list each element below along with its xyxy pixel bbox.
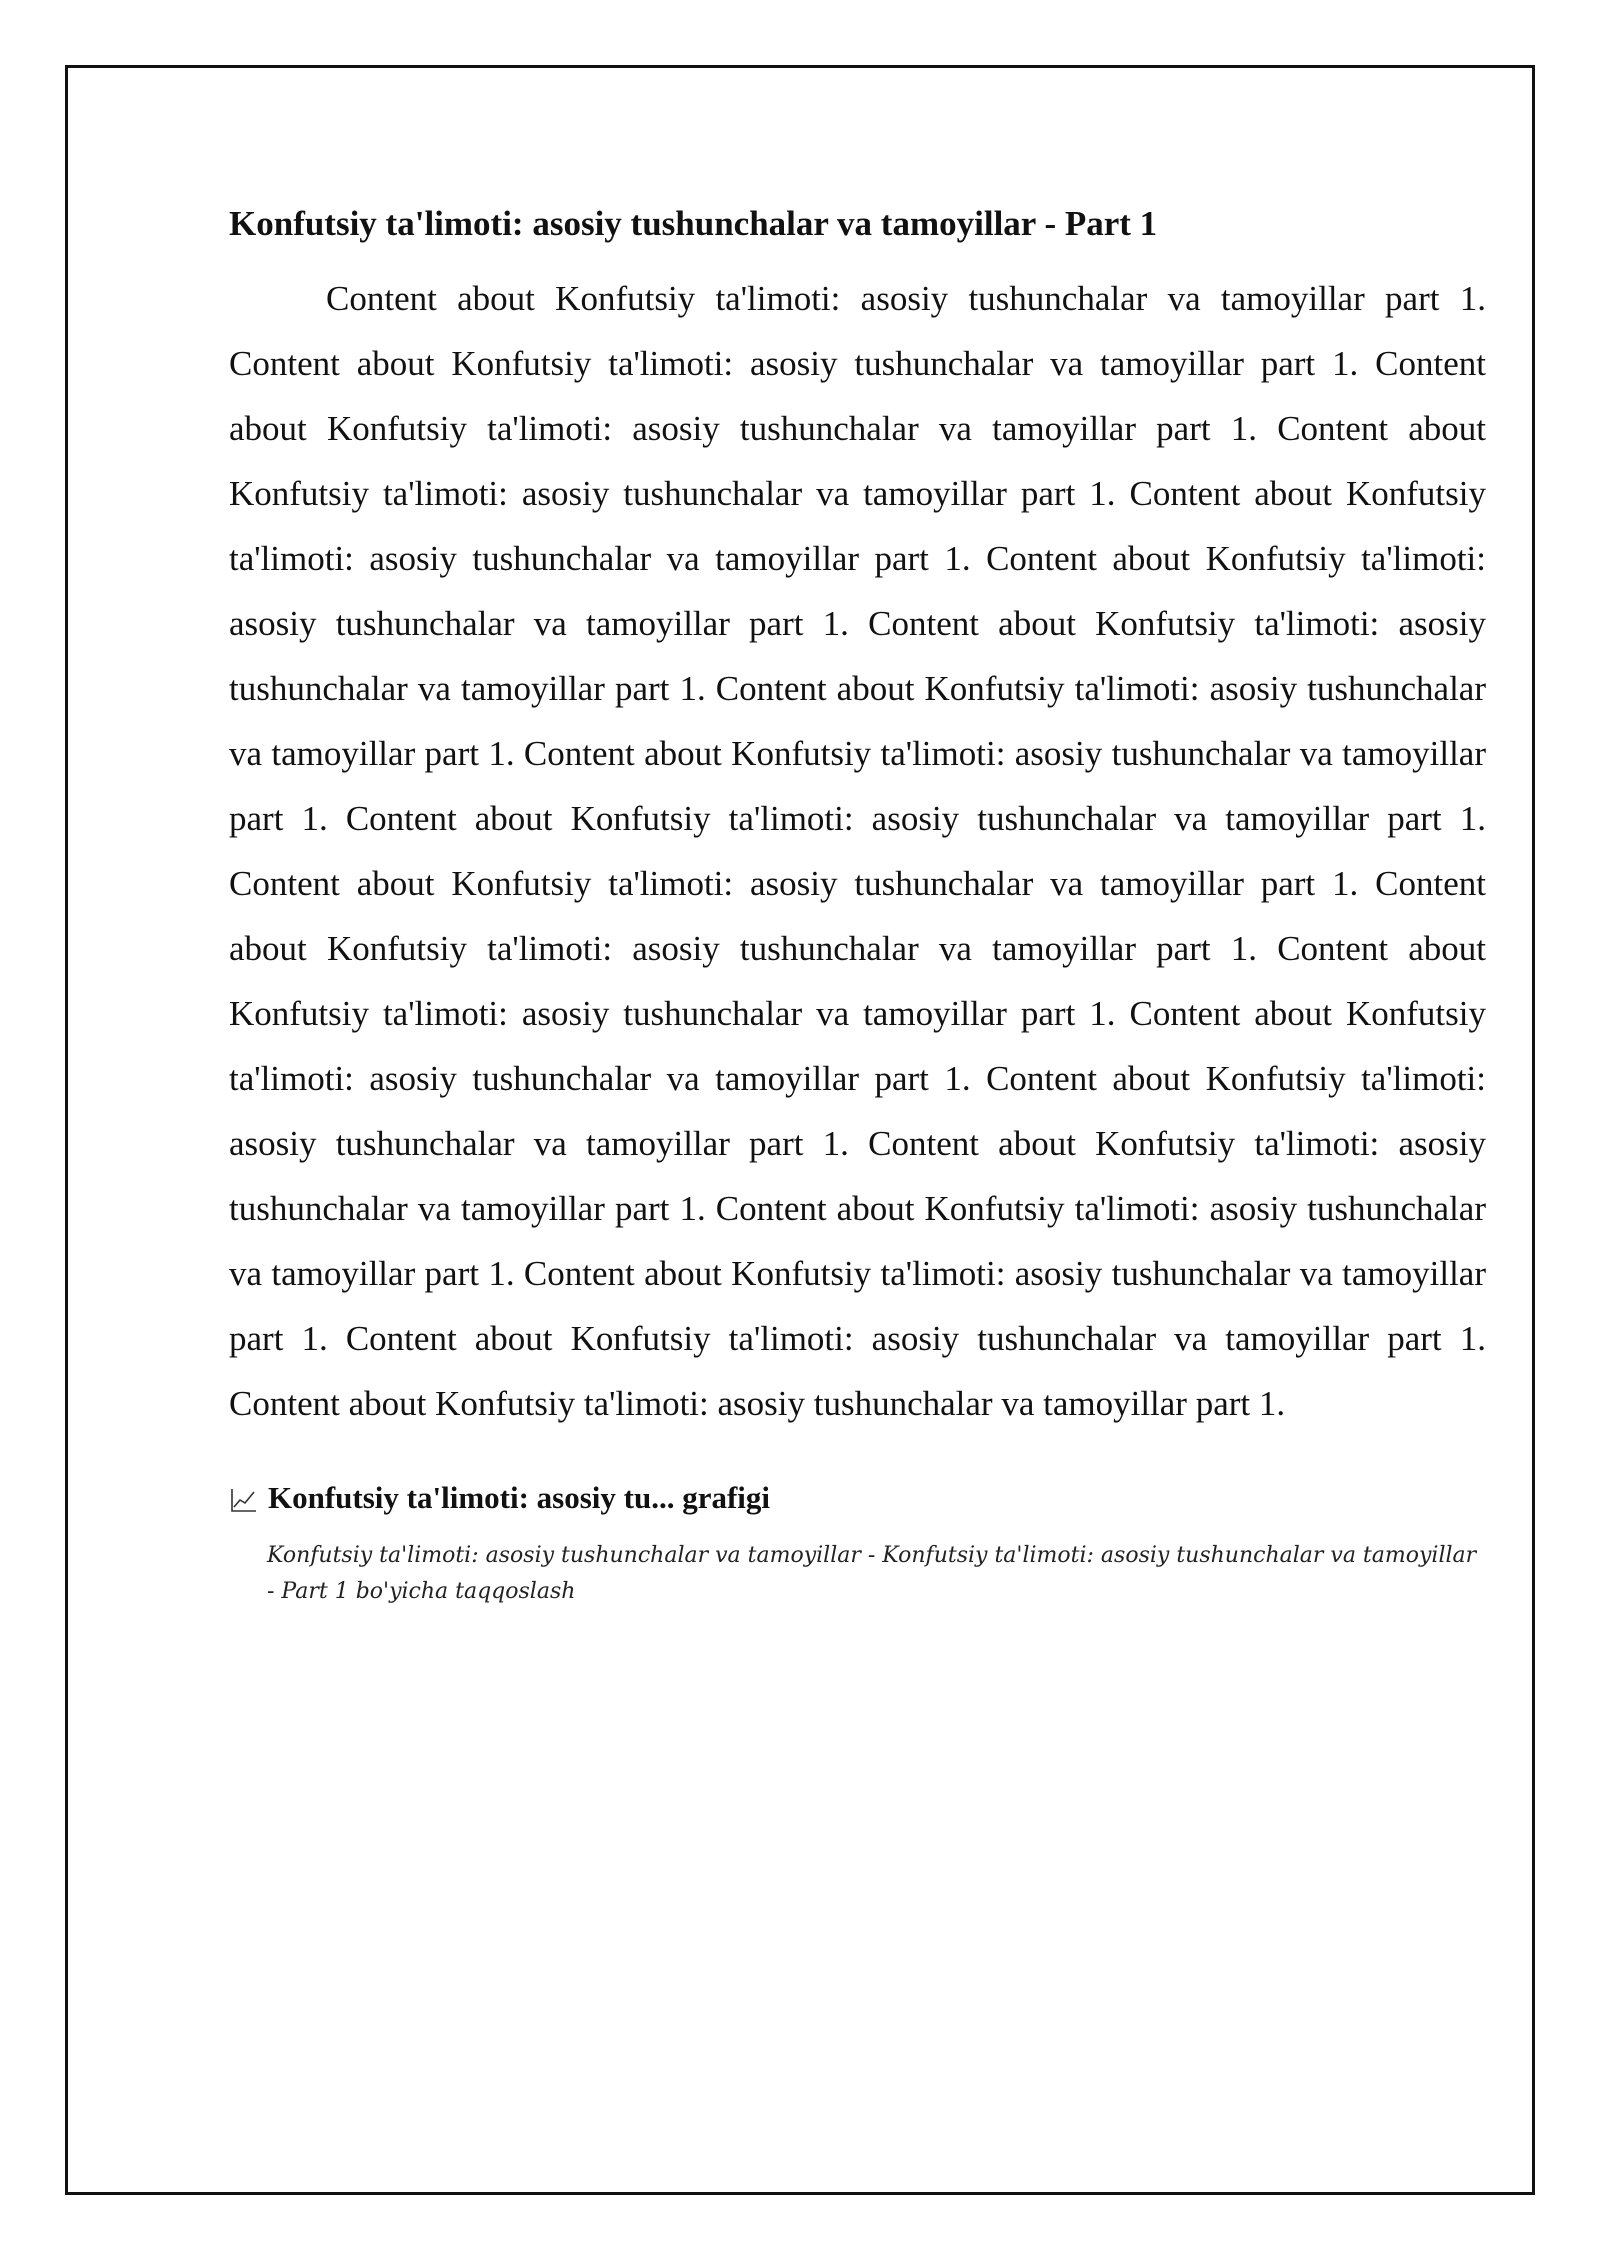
document-title: Konfutsiy ta'limoti: asosiy tushunchalar va tamoyillar - Part 1	[229, 204, 1158, 243]
chart-heading: Konfutsiy ta'limoti: asosiy tu... grafigi	[268, 1480, 771, 1515]
chart-section	[229, 1476, 1486, 1610]
chart-caption: Konfutsiy ta'limoti: asosiy tushunchalar va tamoyillar - Konfutsiy ta'limoti: asosiy tushunchalar va tamoyillar - Part 1 bo'yicha taqqoslash	[267, 1543, 1477, 1604]
body-paragraph: Content about Konfutsiy ta'limoti: asosiy tushunchalar va tamoyillar part 1. Content about Konfutsiy ta'limoti: asosiy tushunchalar va tamoyillar part 1. Content about Konfutsiy ta'limoti: asosiy tushunchalar va tamoyillar part 1. Content about Konfutsiy ta'limoti: asosiy tushunchalar va tamoyillar part 1. Content about Konfutsiy ta'limoti: asosiy tushunchalar va tamoyillar part 1. Content about Konfutsiy ta'limoti: asosiy tushunchalar va tamoyillar part 1. Content about Konfutsiy ta'limoti: asosiy tushunchalar va tamoyillar part 1. Content about Konfutsiy ta'limoti: asosiy tushunchalar va tamoyillar part 1. Content about Konfutsiy ta'limoti: asosiy tushunchalar va tamoyillar part 1. Content about Konfutsiy ta'limoti: asosiy tushunchalar va tamoyillar part 1. Content about Konfutsiy ta'limoti: asosiy tushunchalar va tamoyillar part 1. Content about Konfutsiy ta'limoti: asosiy tushunchalar va tamoyillar part 1. Content about Konfutsiy ta'limoti: asosiy tushunchalar va tamoyillar part 1. Content about Konfutsiy ta'limoti: asosiy tushunchalar va tamoyillar part 1. Content about Konfutsiy ta'limoti: asosiy tushunchalar va tamoyillar part 1. Content about Konfutsiy ta'limoti: asosiy tushunchalar va tamoyillar part 1. Content about Konfutsiy ta'limoti: asosiy tushunchalar va tamoyillar part 1. Content about Konfutsiy ta'limoti: asosiy tushunchalar va tamoyillar part 1. Content about Konfutsiy ta'limoti: asosiy tushunchalar va tamoyillar part 1. Content about Konfutsiy ta'limoti: asosiy tushunchalar va tamoyillar part 1.	[229, 279, 1486, 1423]
chart-heading-row	[229, 1476, 1486, 1520]
document-content	[229, 196, 1486, 1610]
line-chart-icon	[229, 1483, 259, 1513]
